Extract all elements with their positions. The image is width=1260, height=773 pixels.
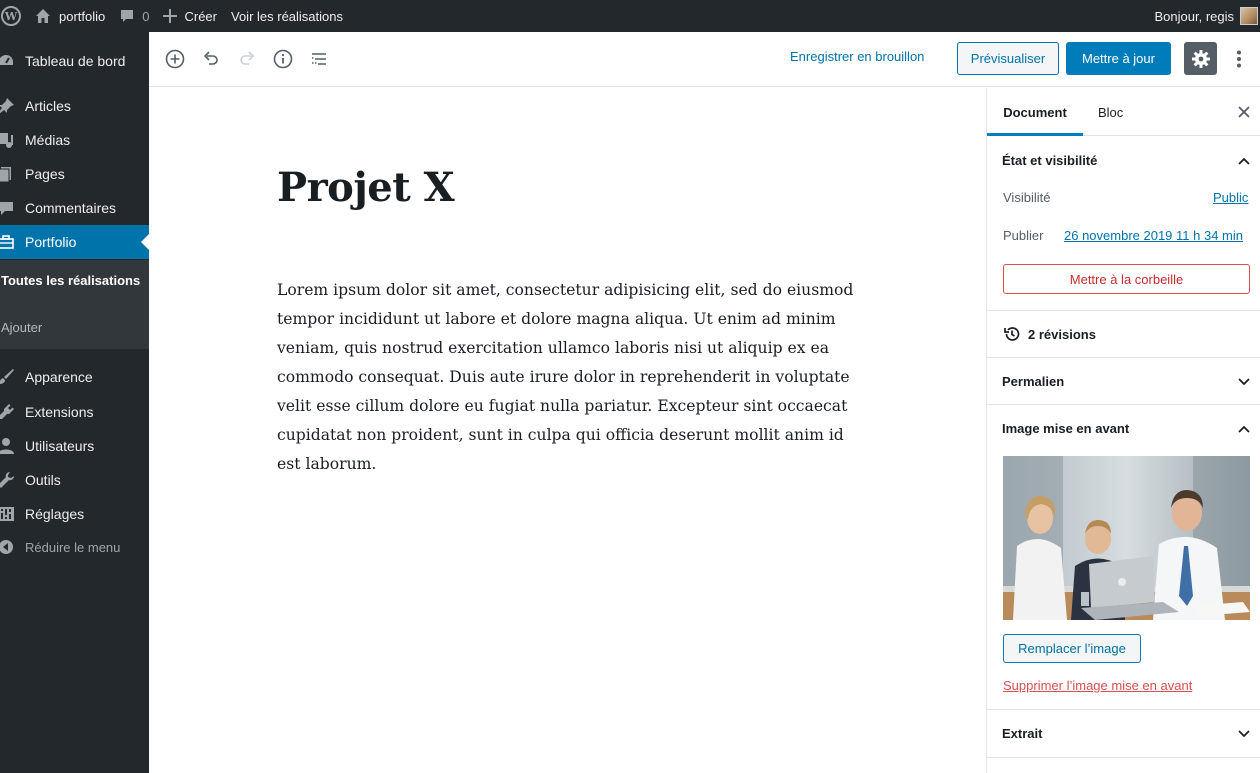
sidebar-tabs (987, 88, 1260, 136)
divider (987, 357, 1260, 358)
menu-item-settings[interactable] (0, 497, 149, 531)
menu-item-pages[interactable] (0, 157, 149, 191)
pushpin-icon (0, 96, 16, 116)
comments-count: 0 (142, 8, 150, 24)
menu-item-posts[interactable] (0, 89, 149, 123)
home-icon (35, 8, 51, 24)
divider (987, 404, 1260, 405)
plugin-icon (0, 402, 16, 422)
chevron-down-icon (1237, 727, 1251, 741)
revisions-link[interactable] (1003, 325, 1096, 343)
close-icon (1238, 106, 1250, 118)
paragraph-block[interactable]: Lorem ipsum dolor sit amet, consectetur adipisicing elit, sed do eiusmod tempor incididunt ut labore et dolore magna aliqua. Ut enim ad minim veniam, quis nostrud exercitation ullamco laboris nisi ut aliquip ex ea commodo consequat. Duis aute irure dolor in reprehenderit in voluptate velit esse cillum dolore eu fugiat nulla pariatur. Excepteur sint occaecat cupidatat non proident, sunt in culpa qui officia deserunt mollit anim id est laborum. (277, 281, 854, 473)
editor-header-toolbar (149, 32, 1260, 87)
portfolio-submenu (0, 260, 149, 349)
greeting: Bonjour, regis (1154, 8, 1234, 24)
move-to-trash-button[interactable]: Mettre à la corbeille (1003, 264, 1250, 294)
info-icon (271, 47, 295, 71)
menu-item-plugins[interactable] (0, 395, 149, 429)
submenu-item-all-items[interactable]: Toutes les réalisations (1, 273, 141, 288)
new-content-link[interactable] (156, 0, 224, 32)
menu-label-posts: Articles (25, 98, 71, 114)
chevron-down-icon (1237, 375, 1251, 389)
undo-icon (199, 47, 223, 71)
menu-item-comments[interactable] (0, 191, 149, 225)
pages-icon (0, 164, 16, 184)
revisions-label: 2 révisions (1028, 326, 1096, 342)
menu-label-dashboard: Tableau de bord (25, 53, 126, 69)
menu-item-appearance[interactable] (0, 360, 149, 394)
comment-bubble-icon (119, 8, 135, 24)
settings-toggle-button[interactable] (1184, 42, 1217, 75)
admin-bar (0, 0, 1260, 32)
menu-item-tools[interactable] (0, 463, 149, 497)
menu-label-appearance: Apparence (25, 369, 93, 385)
publish-date-toggle[interactable]: 26 novembre 2019 11 h 34 min (1064, 228, 1243, 243)
menu-label-media: Médias (25, 132, 71, 148)
visibility-toggle[interactable]: Public (1213, 190, 1249, 205)
media-icon (0, 130, 16, 150)
settings-sliders-icon (0, 504, 16, 524)
office-team-photo (1003, 456, 1250, 620)
dashboard-gauge-icon (0, 51, 16, 71)
permalink-panel-toggle[interactable]: Permalien (1002, 374, 1065, 389)
submenu-item-add[interactable]: Ajouter (1, 320, 43, 335)
excerpt-panel-toggle[interactable]: Extrait (1002, 726, 1043, 741)
preview-button[interactable]: Prévisualiser (957, 42, 1059, 75)
post-title[interactable]: Projet X (277, 164, 455, 211)
menu-item-media[interactable] (0, 123, 149, 157)
site-name: portfolio (59, 8, 106, 24)
wordpress-logo-icon: W (1, 6, 21, 26)
my-account-link[interactable] (1148, 0, 1260, 32)
comments-icon (0, 198, 16, 218)
vertical-ellipsis-icon (1236, 49, 1242, 69)
status-visibility-panel-toggle[interactable]: État et visibilité (1002, 153, 1098, 168)
settings-sidebar (986, 88, 1260, 773)
menu-item-portfolio[interactable] (0, 225, 149, 259)
menu-label-tools: Outils (25, 472, 61, 488)
replace-image-button[interactable]: Remplacer l’image (1003, 634, 1141, 663)
history-icon (1003, 325, 1021, 343)
chevron-up-icon (1237, 422, 1251, 436)
publish-label: Publier (1003, 228, 1044, 243)
admin-menu (0, 32, 149, 773)
gear-icon (1191, 49, 1211, 69)
menu-label-users: Utilisateurs (25, 438, 95, 454)
avatar (1240, 7, 1258, 25)
editor-canvas (149, 88, 986, 773)
tab-document[interactable]: Document (987, 88, 1083, 136)
tab-block[interactable]: Bloc (1098, 104, 1124, 120)
menu-label-plugins: Extensions (25, 404, 94, 420)
menu-label-pages: Pages (25, 166, 65, 182)
menu-item-dashboard[interactable] (0, 44, 149, 78)
save-draft-button[interactable]: Enregistrer en brouillon (790, 49, 925, 64)
redo-button[interactable] (235, 47, 259, 71)
comments-link[interactable] (112, 0, 156, 32)
featured-image-panel-toggle[interactable]: Image mise en avant (1002, 421, 1130, 436)
collapse-menu-button[interactable] (0, 530, 149, 564)
view-items-link[interactable] (224, 0, 350, 32)
user-icon (0, 436, 16, 456)
remove-featured-image-link[interactable]: Supprimer l’image mise en avant (1003, 678, 1193, 693)
menu-label-collapse: Réduire le menu (25, 539, 121, 555)
add-block-button[interactable] (163, 47, 187, 71)
menu-item-users[interactable] (0, 429, 149, 463)
wrench-icon (0, 470, 16, 490)
add-block-icon (163, 47, 187, 71)
wordpress-logo-link[interactable] (0, 0, 28, 32)
chevron-up-icon (1237, 154, 1251, 168)
divider (987, 310, 1260, 311)
menu-label-portfolio: Portfolio (25, 234, 77, 250)
block-navigation-button[interactable] (307, 47, 331, 71)
plus-icon (163, 9, 177, 23)
visibility-label: Visibilité (1003, 190, 1051, 205)
paintbrush-icon (0, 367, 16, 387)
portfolio-icon (0, 232, 16, 252)
view-items-label: Voir les réalisations (231, 8, 343, 24)
close-sidebar-button[interactable] (1235, 103, 1253, 121)
featured-image-preview[interactable] (1003, 456, 1250, 620)
content-info-button[interactable] (271, 47, 295, 71)
redo-icon (235, 47, 259, 71)
divider (987, 757, 1260, 758)
collapse-arrow-icon (0, 537, 16, 557)
list-outline-icon (307, 47, 331, 71)
site-name-link[interactable] (28, 0, 112, 32)
menu-label-settings: Réglages (25, 506, 85, 522)
undo-button[interactable] (199, 47, 223, 71)
new-content-label: Créer (184, 8, 217, 24)
more-tools-button[interactable] (1229, 47, 1249, 71)
menu-label-comments: Commentaires (25, 200, 117, 216)
update-button[interactable]: Mettre à jour (1066, 42, 1171, 75)
divider (987, 709, 1260, 710)
